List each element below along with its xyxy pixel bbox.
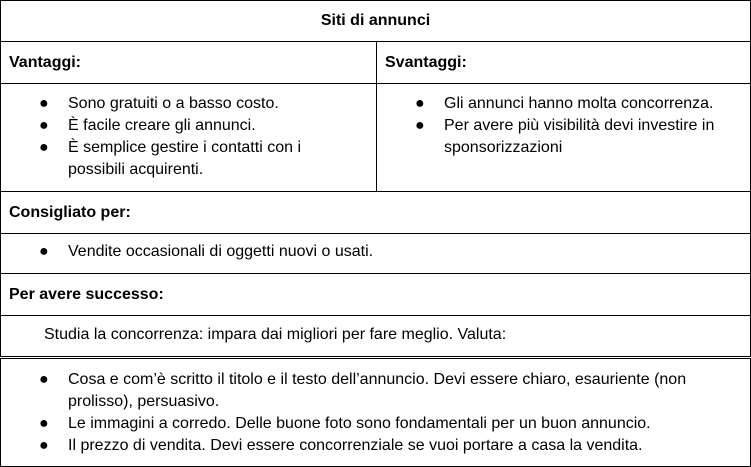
disadvantages-list (385, 93, 725, 159)
success-heading: Per avere successo: (9, 286, 164, 303)
bullet-icon: ● (39, 437, 49, 454)
list-item: ● Le immagini a corredo. Delle buone foto sono fondamentali per un buon annuncio. (9, 413, 709, 435)
bullet-icon: ● (39, 139, 49, 156)
recommended-heading: Consigliato per: (9, 204, 131, 221)
success-list-cell (0, 358, 751, 467)
success-list (9, 369, 709, 457)
list-item: ● Vendite occasionali di oggetti nuovi o usati. (9, 241, 709, 263)
recommended-list (9, 241, 709, 263)
success-intro: Studia la concorrenza: impara dai migliori per fare meglio. Valuta: (44, 326, 507, 343)
advantages-heading-cell (0, 41, 377, 84)
disadvantages-list-cell (376, 83, 751, 192)
bullet-icon: ● (39, 415, 49, 432)
list-item: ● Sono gratuiti o a basso costo. (9, 93, 339, 115)
list-item: ● Per avere più visibilità devi investire in sponsorizzazioni (415, 117, 715, 156)
disadvantages-heading-cell (376, 41, 751, 84)
bullet-icon: ● (39, 371, 49, 388)
bullet-icon: ● (415, 117, 425, 134)
bullet-icon: ● (39, 117, 49, 134)
list-item: ● È semplice gestire i contatti con i possibili acquirenti. (39, 139, 301, 178)
advantages-list (9, 93, 339, 181)
list-item: ● Gli annunci hanno molta concorrenza. (385, 93, 725, 115)
disadvantages-heading: Svantaggi: (385, 54, 467, 71)
recommended-heading-cell (0, 191, 751, 234)
bullet-icon: ● (415, 95, 425, 112)
recommended-list-cell (0, 233, 751, 274)
title-row (0, 0, 751, 42)
list-item: ● Il prezzo di vendita. Devi essere concorrenziale se vuoi portare a casa la vendita. (9, 435, 709, 457)
advantages-list-cell (0, 83, 377, 192)
list-item: ● Cosa e com’è scritto il titolo e il testo dell’annuncio. Devi essere chiaro, esauriente (non prolisso), persuasivo. (39, 371, 687, 410)
page-title: Siti di annunci (320, 12, 431, 29)
success-heading-cell (0, 273, 751, 316)
success-intro-cell (0, 315, 751, 357)
advantages-heading: Vantaggi: (9, 54, 82, 71)
bullet-icon: ● (39, 243, 49, 260)
list-item: ● È facile creare gli annunci. (9, 115, 339, 137)
bullet-icon: ● (39, 95, 49, 112)
